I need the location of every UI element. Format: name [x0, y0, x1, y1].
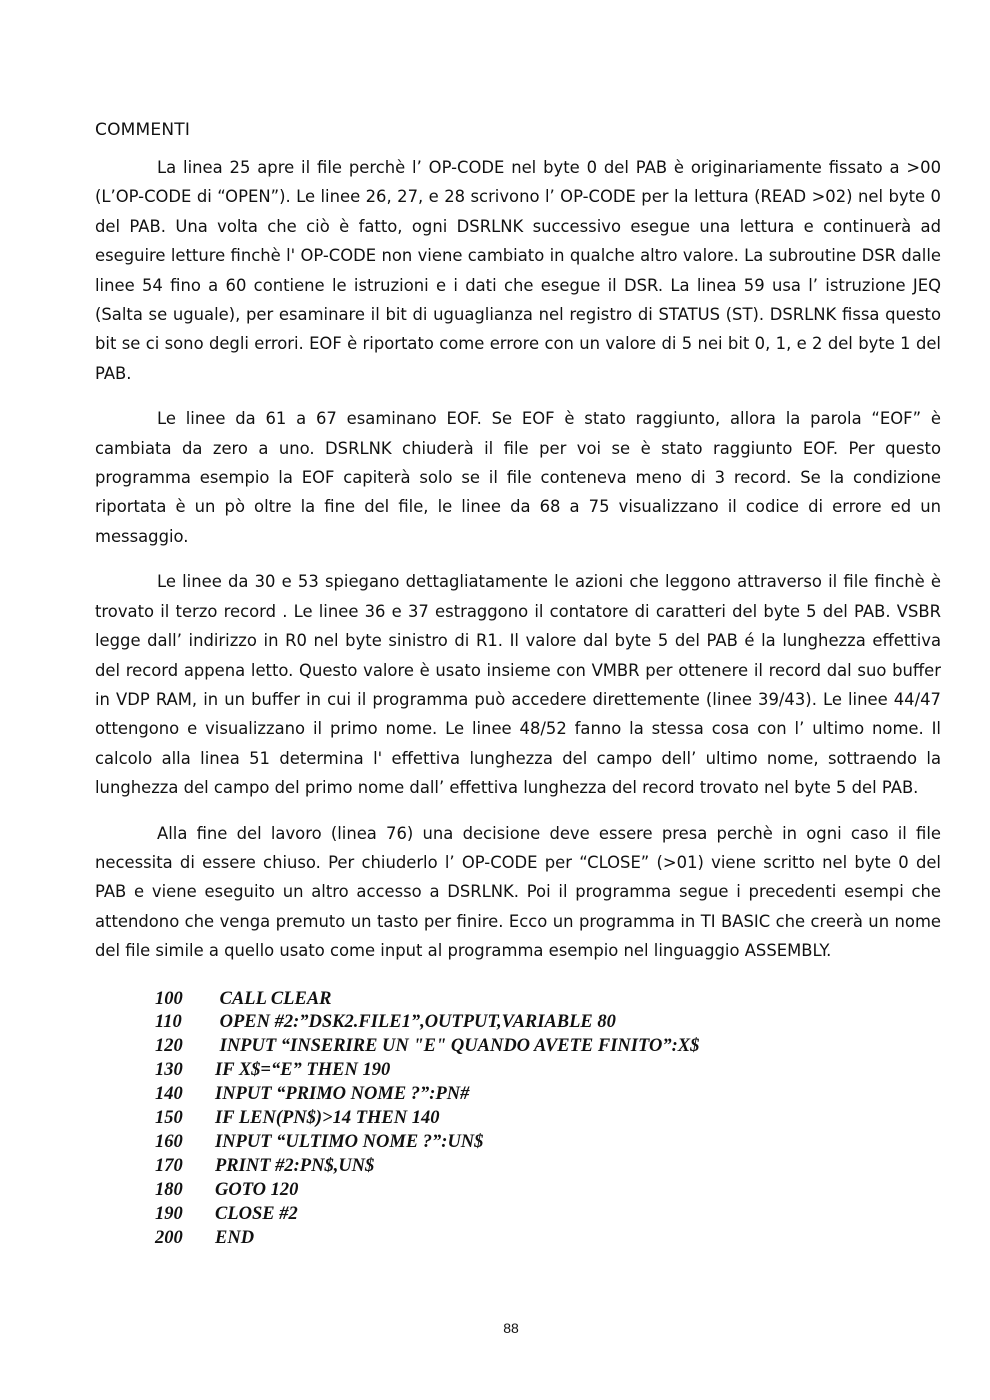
section-heading: COMMENTI	[95, 120, 191, 140]
line-number: 170	[155, 1155, 183, 1176]
code-statement: INPUT “ULTIMO NOME ?”:UN$	[215, 1132, 484, 1152]
line-number: 140	[155, 1084, 183, 1105]
code-line	[155, 1179, 941, 1203]
paragraph: Le linee da 30 e 53 spiegano dettagliatamente le azioni che leggono attraverso il file finchè è trovato il terzo record . Le linee 36 e 37 estraggono il contatore di caratteri del byte 5 del PAB. VSBR legge dall’ indirizzo in R0 nel byte sinistro di R1. Il valore dal byte 5 del PAB é la lunghezza effettiva del record appena letto. Questo valore è usato insieme con VMBR per ottenere il record dal suo buffer in VDP RAM, in un buffer in cui il programma può accedere direttemente (linee 39/43). Le linee 44/47 ottengono e visualizzano il primo nome. Le linee 48/52 fanno la stessa cosa con l’ ultimo nome. Il calcolo alla linea 51 determina l' effettiva lunghezza del campo dell’ ultimo nome, sottraendo la lunghezza del campo del primo nome dall’ effettiva lunghezza del record trovato nel byte 5 del PAB.	[95, 572, 941, 798]
code-line	[155, 1155, 941, 1179]
code-line	[155, 1035, 941, 1059]
line-number: 180	[155, 1179, 183, 1200]
code-statement: GOTO 120	[215, 1179, 299, 1200]
line-number: 100	[155, 988, 183, 1009]
basic-program-listing	[155, 988, 941, 1251]
code-line	[155, 1083, 941, 1107]
code-statement: IF LEN(PN$)>14 THEN 140	[215, 1108, 440, 1129]
paragraph: Le linee da 61 a 67 esaminano EOF. Se EOF è stato raggiunto, allora la parola “EOF” è cambiata da zero a uno. DSRLNK chiuderà il file per voi se è stato raggiunto EOF. Per questo programma esempio la EOF capiterà solo se il file conteneva meno di 3 record. Se la condizione riportata è un pò oltre la fine del file, le linee da 68 a 75 visualizzano il codice di errore ed un messaggio.	[95, 409, 941, 546]
code-line	[155, 1227, 941, 1251]
code-line	[155, 1131, 941, 1155]
code-statement: CALL CLEAR	[215, 988, 332, 1009]
line-number: 150	[155, 1108, 183, 1129]
code-statement: PRINT #2:PN$,UN$	[215, 1155, 375, 1176]
code-statement: OPEN #2:”DSK2.FILE1”,OUTPUT,VARIABLE 80	[215, 1012, 616, 1033]
line-number: 200	[155, 1227, 183, 1248]
code-line	[155, 988, 941, 1012]
code-statement: INPUT “PRIMO NOME ?”:PN#	[215, 1084, 470, 1105]
line-number: 190	[155, 1203, 183, 1224]
code-statement: CLOSE #2	[215, 1203, 298, 1224]
paragraph: Alla fine del lavoro (linea 76) una decisione deve essere presa perchè in ogni caso il file necessita di essere chiuso. Per chiuderlo l’ OP-CODE per “CLOSE” (>01) viene scritto nel byte 0 del PAB e viene eseguito un altro accesso a DSRLNK. Poi il programma segue i precedenti esempi che attendono che venga premuto un tasto per finire. Ecco un programma in TI BASIC che creerà un nome del file simile a quello usato come input al programma esempio nel linguaggio ASSEMBLY.	[95, 823, 941, 961]
code-line	[155, 1059, 941, 1083]
line-number: 130	[155, 1060, 183, 1081]
code-statement: IF X$=“E” THEN 190	[215, 1060, 391, 1081]
page-body	[95, 116, 941, 1251]
code-statement: INPUT “INSERIRE UN "E" QUANDO AVETE FINITO”:X$	[215, 1036, 700, 1057]
code-line	[155, 1011, 941, 1035]
code-line	[155, 1107, 941, 1131]
line-number: 120	[155, 1036, 183, 1057]
paragraph: La linea 25 apre il file perchè l’ OP-CODE nel byte 0 del PAB è originariamente fissato a >00 (L’OP-CODE di “OPEN”). Le linee 26, 27, e 28 scrivono l’ OP-CODE per la lettura (READ >02) nel byte 0 del PAB. Una volta che ciò è fatto, ogni DSRLNK successivo esegue una lettura e continuerà ad eseguire letture finchè l' OP-CODE non viene cambiato in qualche altro valore. La subroutine DSR dalle linee 54 fino a 60 contiene le istruzioni e i dati che esegue il DSR. La linea 59 usa l’ istruzione JEQ (Salta se uguale), per esaminare il bit di uguaglianza nel registro di STATUS (ST). DSRLNK fissa questo bit se ci sono degli errori. EOF è riportato come errore con un valore di 5 nei bit 0, 1, e 2 del byte 1 del PAB.	[95, 158, 941, 383]
line-number: 160	[155, 1132, 183, 1152]
code-line	[155, 1203, 941, 1227]
page-number: 88	[503, 1320, 519, 1336]
line-number: 110	[155, 1012, 182, 1033]
code-statement: END	[215, 1227, 255, 1248]
